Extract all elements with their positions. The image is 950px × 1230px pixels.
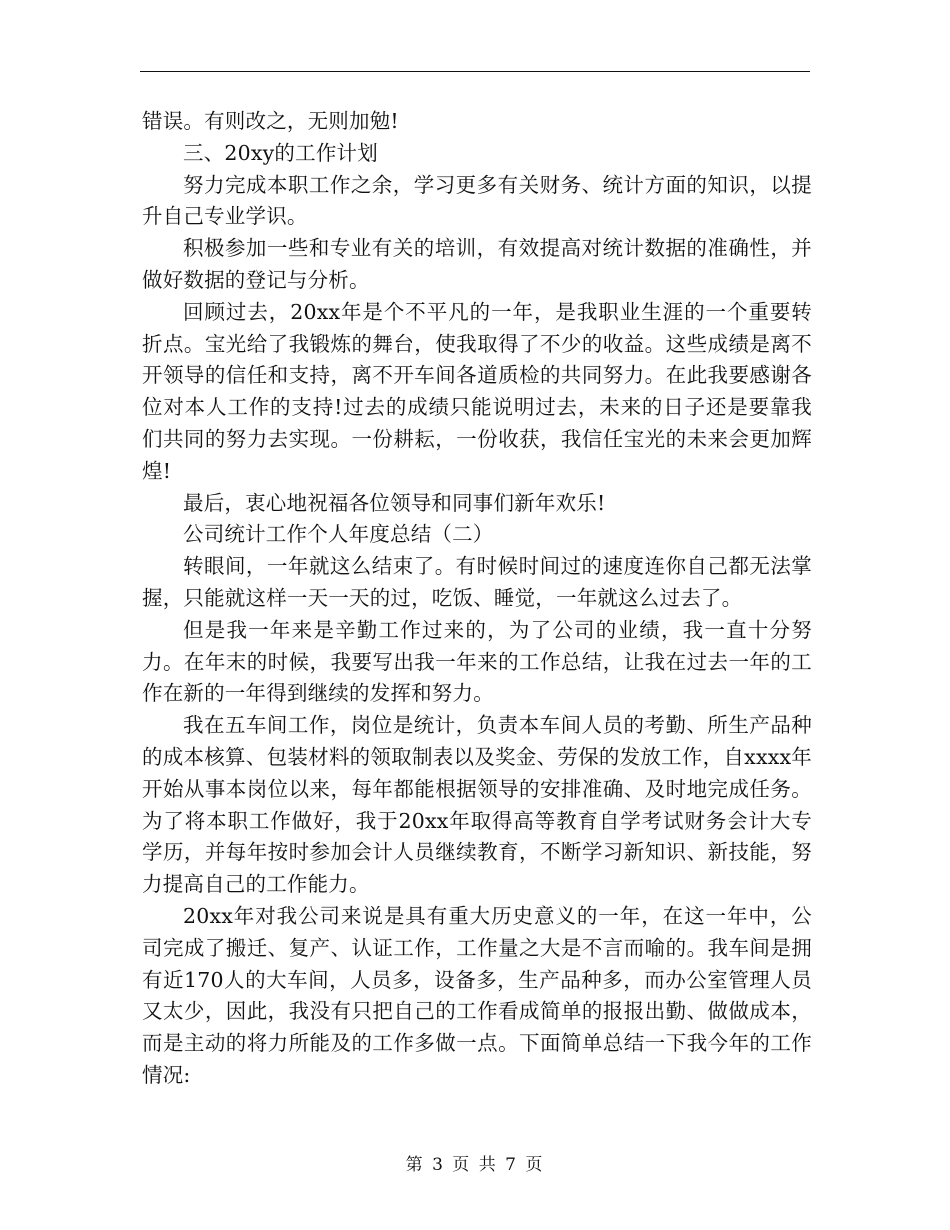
header-rule — [140, 71, 810, 72]
paragraph: 回顾过去，20xx年是个不平凡的一年，是我职业生涯的一个重要转折点。宝光给了我锻炼的舞台，使我取得了不少的收益。这些成绩是离不开领导的信任和支持，离不开车间各道质检的共同努力。在此我要感谢各位对本人工作的支持!过去的成绩只能说明过去，未来的日子还是要靠我们共同的努力去实现。一份耕耘，一份收获，我信任宝光的未来会更加辉煌! — [142, 299, 812, 483]
section-heading: 三、20xy的工作计划 — [183, 140, 378, 165]
paragraph: 积极参加一些和专业有关的培训，有效提高对统计数据的准确性，并做好数据的登记与分析。 — [142, 236, 812, 292]
paragraph: 错误。有则改之，无则加勉! — [142, 109, 399, 133]
paragraph: 我在五车间工作，岗位是统计，负责本车间人员的考勤、所生产品种的成本核算、包装材料的领取制表以及奖金、劳保的发放工作，自xxxx年开始从事本岗位以来，每年都能根据领导的安排准确、及时地完成任务。为了将本职工作做好，我于20xx年取得高等教育自学考试财务会计大专学历，并每年按时参加会计人员继续教育，不断学习新知识、新技能，努力提高自己的工作能力。 — [142, 713, 812, 897]
section-title: 公司统计工作个人年度总结（二） — [183, 522, 494, 547]
page-number-footer: 第 3 页 共 7 页 — [405, 1155, 545, 1175]
paragraph: 但是我一年来是辛勤工作过来的，为了公司的业绩，我一直十分努力。在年末的时候，我要写出我一年来的工作总结，让我在过去一年的工作在新的一年得到继续的发挥和努力。 — [142, 617, 812, 706]
document-body — [142, 106, 812, 1092]
paragraph: 转眼间，一年就这么结束了。有时候时间过的速度连你自己都无法掌握，只能就这样一天一天的过，吃饭、睡觉，一年就这么过去了。 — [142, 554, 812, 610]
paragraph: 努力完成本职工作之余，学习更多有关财务、统计方面的知识，以提升自己专业学识。 — [142, 172, 812, 229]
paragraph: 最后，衷心地祝福各位领导和同事们新年欢乐! — [183, 490, 606, 515]
paragraph: 20xx年对我公司来说是具有重大历史意义的一年，在这一年中，公司完成了搬迁、复产、认证工作，工作量之大是不言而喻的。我车间是拥有近170人的大车间，人员多，设备多，生产品种多，而办公室管理人员又太少，因此，我没有只把自己的工作看成简单的报报出勤、做做成本，而是主动的将力所能及的工作多做一点。下面简单总结一下我今年的工作情况: — [142, 903, 812, 1087]
